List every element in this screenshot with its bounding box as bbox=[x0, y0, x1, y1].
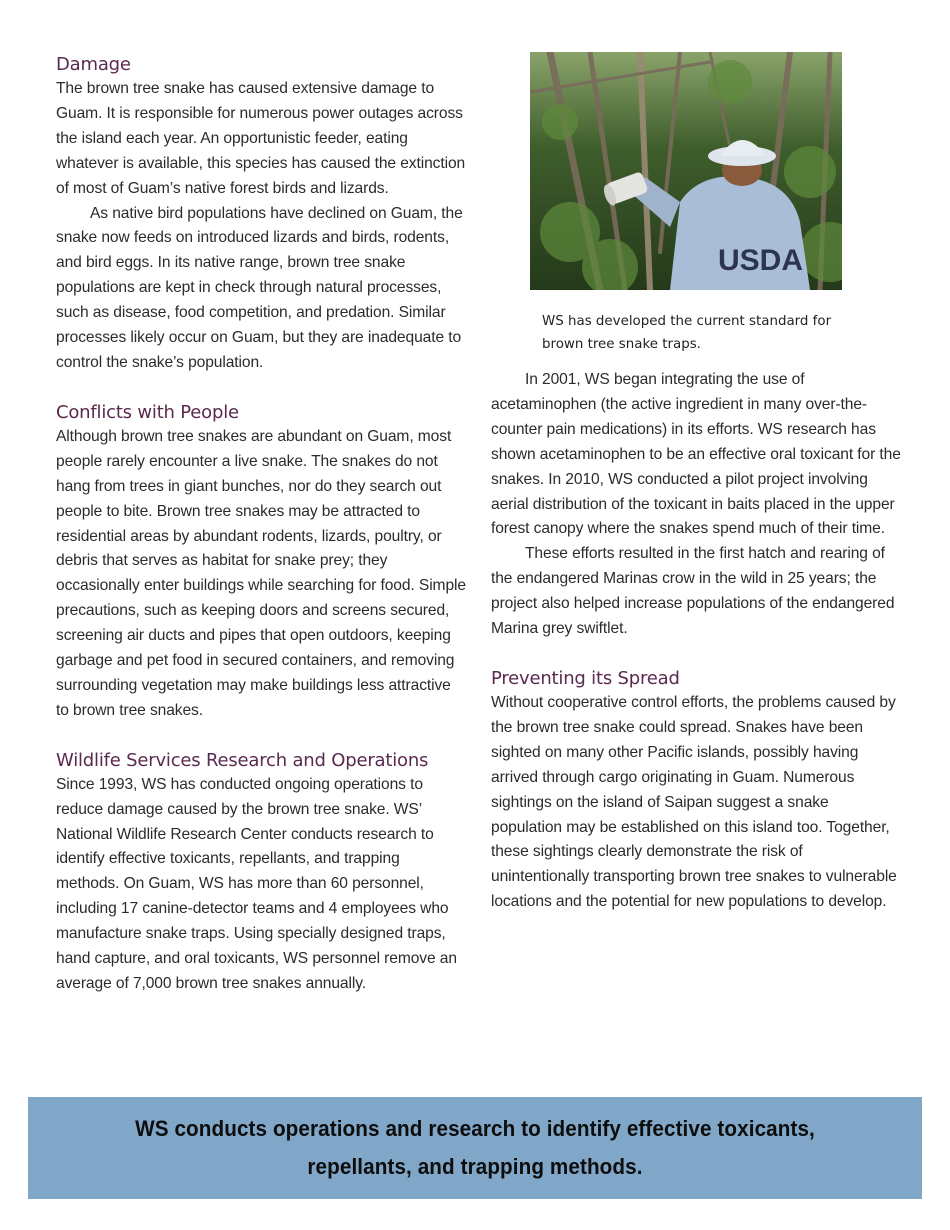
snake-trap-photo bbox=[530, 52, 842, 290]
right-column bbox=[491, 52, 901, 939]
left-column bbox=[56, 52, 466, 1021]
spread-heading: Preventing its Spread bbox=[491, 667, 680, 689]
research-paragraph: Since 1993, WS has conducted ongoing operations to reduce damage caused by the brown tree snake. WS’ National Wildlife Research Center conducts research to identify effective toxicants, repellants, and trapping methods. On Guam, WS has more than 60 personnel, including 17 canine-detector teams and 4 employees who manufacture snake traps. Using specially designed traps, hand capture, and oral toxicants, WS personnel remove an average of 7,000 brown tree snakes annually. bbox=[56, 775, 457, 992]
conflicts-section bbox=[56, 400, 466, 724]
photo-illustration bbox=[530, 52, 842, 290]
shirt-text: USDA bbox=[718, 244, 804, 277]
spread-paragraph: Without cooperative control efforts, the problems caused by the brown tree snake could spread. Snakes have been sighted on many other Pacific islands, possibly having arrived through cargo originating in Guam. Numerous sightings on the island of Saipan suggest a snake population may be established on this island too. Together, these sightings clearly demonstrate the risk of unintentionally transporting brown tree snakes to vulnerable locations and the potential for new populations to develop. bbox=[491, 693, 897, 911]
acetaminophen-section bbox=[491, 368, 901, 642]
acetaminophen-paragraph-2: These efforts resulted in the first hatch and rearing of the endangered Marinas crow in the wild in 25 years; the project also helped increase populations of the endangered Marina grey swiftlet. bbox=[491, 545, 895, 638]
callout-banner bbox=[28, 1097, 922, 1199]
spread-section bbox=[491, 666, 901, 915]
conflicts-heading: Conflicts with People bbox=[56, 401, 239, 423]
conflicts-paragraph: Although brown tree snakes are abundant on Guam, most people rarely encounter a live snake. The snakes do not hang from trees in giant bunches, nor do they search out people to bite. Brown tree snakes may be attracted to residential areas by abundant rodents, lizards, poultry, or debris that serves as habitat for snake prey; they occasionally enter buildings while searching for food. Simple precautions, such as keeping doors and screens secured, screening air ducts and pipes that open outdoors, keeping garbage and pet food in secured containers, and removing surrounding vegetation may make buildings less attractive to brown tree snakes. bbox=[56, 427, 466, 719]
damage-heading: Damage bbox=[56, 54, 131, 75]
acetaminophen-paragraph-1: In 2001, WS began integrating the use of acetaminophen (the active ingredient in many over-the-counter pain medications) in its efforts. WS research has shown acetaminophen to be an effective oral toxicant for the snakes. In 2010, WS conducted a pilot project involving aerial distribution of the toxicant in baits placed in the upper forest canopy where the snakes spend much of their time. bbox=[491, 371, 901, 538]
callout-text: WS conducts operations and research to identify effective toxicants, repellants, and trapping methods. bbox=[135, 1116, 815, 1179]
research-section bbox=[56, 748, 466, 997]
damage-section bbox=[56, 52, 466, 376]
research-heading: Wildlife Services Research and Operations bbox=[56, 749, 429, 771]
damage-paragraph-1: The brown tree snake has caused extensive damage to Guam. It is responsible for numerous power outages across the island each year. An opportunistic feeder, eating whatever is available, this species has caused the extinction of most of Guam’s native forest birds and lizards. bbox=[56, 80, 466, 197]
damage-paragraph-2: As native bird populations have declined on Guam, the snake now feeds on introduced lizards and birds, rodents, and bird eggs. In its native range, brown tree snake populations are kept in check through natural processes, such as disease, food competition, and predation. Similar processes likely occur on Guam, but they are inadequate to control the snake’s population. bbox=[56, 204, 463, 371]
photo-caption: WS has developed the current standard for brown tree snake traps. bbox=[542, 314, 832, 352]
